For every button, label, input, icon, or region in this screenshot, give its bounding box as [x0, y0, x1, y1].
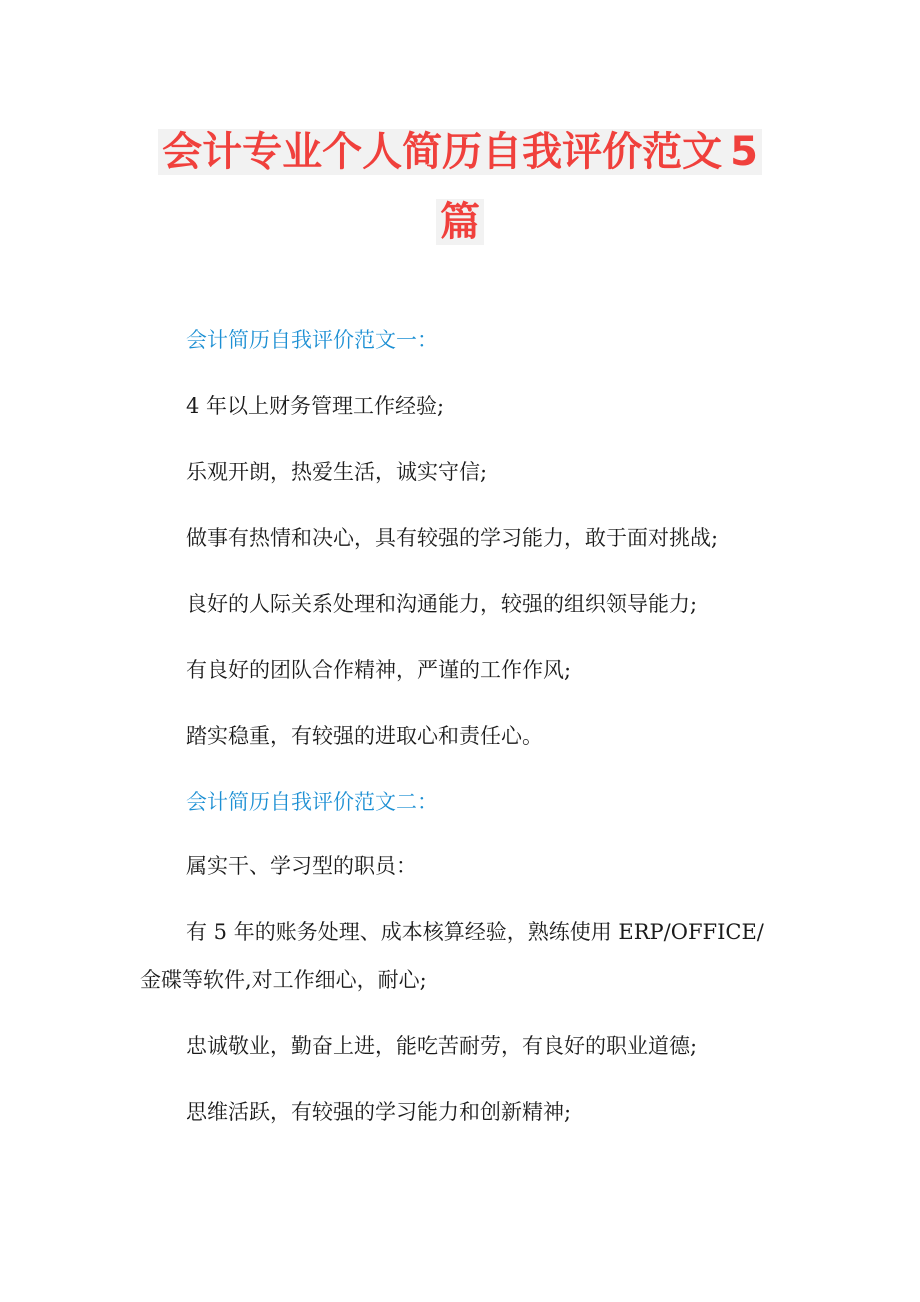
paragraph: 4 年以上财务管理工作经验; — [186, 394, 445, 418]
paragraph: 忠诚敬业，勤奋上进，能吃苦耐劳，有良好的职业道德; — [186, 1034, 698, 1058]
paragraph: 有 5 年的账务处理、成本核算经验，熟练使用 ERP/OFFICE/ — [186, 920, 764, 944]
title-number: 5 — [726, 129, 762, 175]
section-heading-2: 会计简历自我评价范文二： — [186, 790, 438, 814]
title-text-continued: 篇 — [436, 199, 484, 245]
paragraph: 属实干、学习型的职员： — [186, 854, 417, 878]
paragraph: 乐观开朗，热爱生活，诚实守信; — [186, 460, 488, 484]
paragraph: 有良好的团队合作精神，严谨的工作作风; — [186, 658, 572, 682]
title-text: 会计专业个人简历自我评价范文 — [158, 129, 726, 175]
document-title — [0, 120, 920, 184]
paragraph: 做事有热情和决心，具有较强的学习能力，敢于面对挑战; — [186, 526, 719, 550]
document-title-continued — [0, 190, 920, 254]
paragraph: 良好的人际关系处理和沟通能力，较强的组织领导能力; — [186, 592, 698, 616]
paragraph-continued: 金碟等软件,对工作细心，耐心; — [140, 968, 427, 992]
paragraph: 思维活跃，有较强的学习能力和创新精神; — [186, 1100, 572, 1124]
section-heading-1: 会计简历自我评价范文一： — [186, 328, 438, 352]
paragraph: 踏实稳重，有较强的进取心和责任心。 — [186, 724, 543, 748]
